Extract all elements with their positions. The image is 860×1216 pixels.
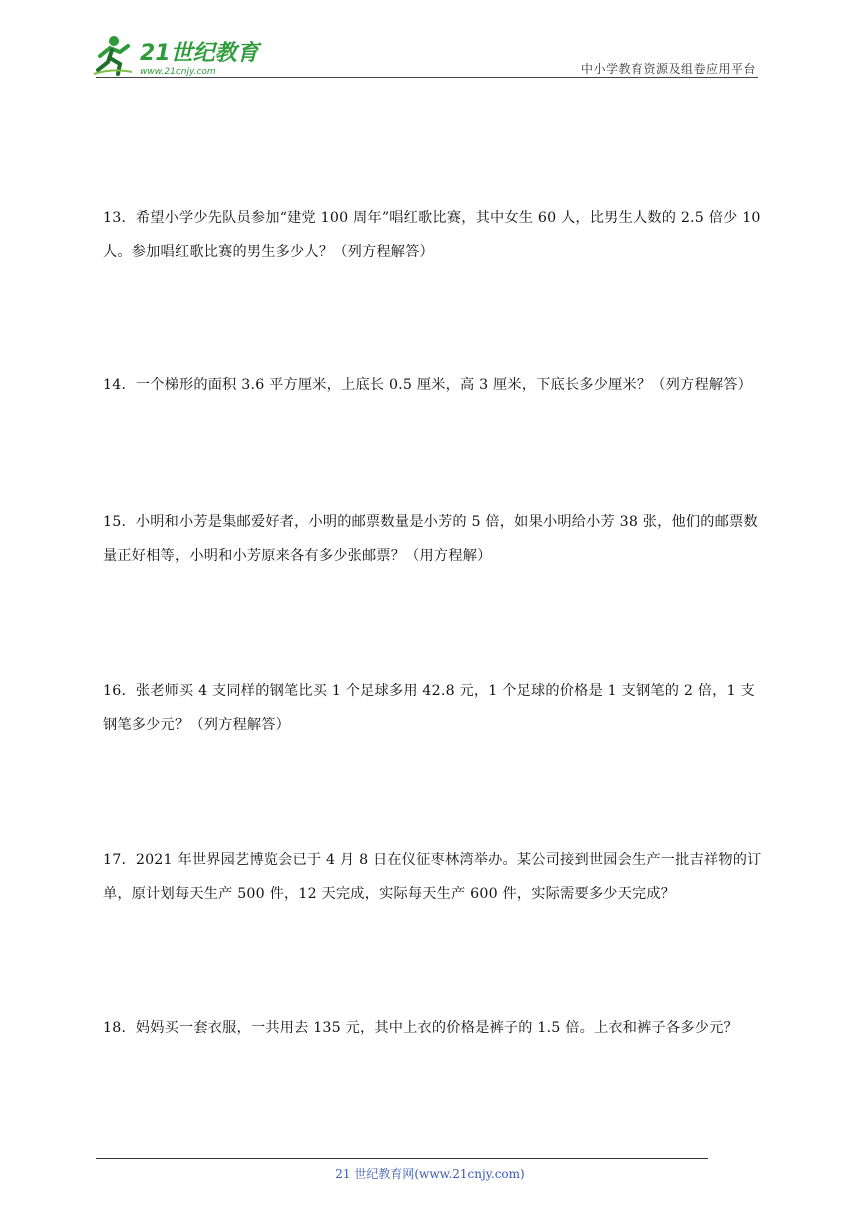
- logo-brand: 21世纪教育: [140, 41, 259, 66]
- site-logo: [92, 30, 262, 80]
- question-16: 16．张老师买 4 支同样的钢笔比买 1 个足球多用 42.8 元，1 个足球的价格是 1 支钢笔的 2 倍，1 支钢笔多少元？（列方程解答）: [103, 683, 755, 733]
- platform-tagline: 中小学教育资源及组卷应用平台: [580, 62, 756, 76]
- question-15: 15．小明和小芳是集邮爱好者，小明的邮票数量是小芳的 5 倍，如果小明给小芳 38 张，他们的邮票数量正好相等，小明和小芳原来各有多少张邮票？（用方程解）: [103, 514, 758, 564]
- running-person-icon: [94, 36, 132, 74]
- footer-divider: [96, 1158, 708, 1159]
- page-header: [0, 0, 860, 84]
- question-17: 17．2021 年世界园艺博览会已于 4 月 8 日在仪征枣林湾举办。某公司接到世园会生产一批吉祥物的订单，原计划每天生产 500 件，12 天完成，实际每天生产 600 件，实际需要多少天完成？: [103, 852, 762, 902]
- question-13: 13．希望小学少先队员参加“建党 100 周年”唱红歌比赛，其中女生 60 人，比男生人数的 2.5 倍少 10 人。参加唱红歌比赛的男生多少人？（列方程解答）: [103, 210, 761, 260]
- logo-url: www.21cnjy.com: [140, 67, 216, 77]
- footer-site-link[interactable]: 21 世纪教育网(www.21cnjy.com): [335, 1167, 525, 1181]
- header-divider: [96, 77, 758, 78]
- question-18: 18．妈妈买一套衣服，一共用去 135 元，其中上衣的价格是裤子的 1.5 倍。上衣和裤子各多少元？: [103, 1020, 738, 1036]
- question-14: 14．一个梯形的面积 3.6 平方厘米，上底长 0.5 厘米，高 3 厘米，下底长多少厘米？（列方程解答）: [103, 377, 752, 393]
